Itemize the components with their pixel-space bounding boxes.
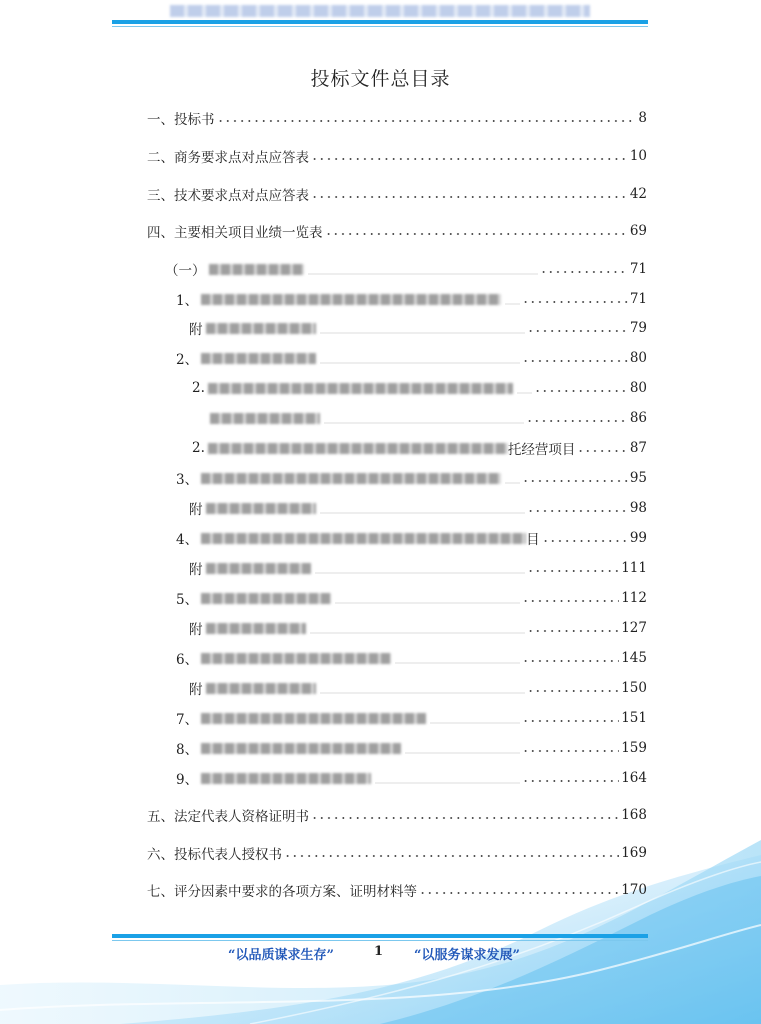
toc-dot-leader	[325, 233, 628, 235]
toc-dot-leader	[577, 450, 627, 452]
toc-entry-label: 附	[189, 682, 203, 698]
toc-entry-label: 附	[189, 622, 203, 638]
toc-entry[interactable]	[189, 318, 647, 338]
toc-entry[interactable]	[176, 708, 647, 728]
toc-dot-leader	[522, 750, 619, 752]
toc-entry[interactable]	[176, 468, 647, 488]
toc-entry-redacted-text	[206, 503, 316, 514]
toc-entry-page-number: 164	[621, 770, 647, 786]
toc-entry[interactable]	[147, 880, 647, 900]
toc-entry[interactable]	[176, 768, 647, 788]
toc-entry-label: 1、	[176, 293, 199, 309]
toc-dot-leader	[527, 330, 628, 332]
toc-entry[interactable]	[176, 588, 647, 608]
toc-entry[interactable]	[176, 648, 647, 668]
toc-entry[interactable]	[189, 498, 647, 518]
toc-entry-underline	[315, 572, 525, 574]
toc-entry-page-number: 159	[621, 740, 647, 756]
toc-entry-label: 3、	[176, 472, 199, 488]
toc-entry-page-number: 169	[621, 845, 647, 861]
toc-entry[interactable]	[189, 678, 647, 698]
toc-dot-leader	[527, 630, 620, 632]
toc-entry-page-number: 98	[629, 500, 647, 516]
page-title: 投标文件总目录	[310, 68, 451, 90]
toc-entry-underline	[320, 692, 525, 694]
toc-entry-page-number: 95	[629, 470, 647, 486]
toc-dot-leader	[542, 540, 628, 542]
toc-entry-underline	[335, 602, 520, 604]
toc-entry-underline	[517, 392, 532, 394]
toc-entry-page-number: 10	[629, 148, 647, 164]
toc-dot-leader	[311, 196, 628, 198]
toc-entry-redacted-text	[201, 653, 391, 664]
toc-entry-underline	[320, 362, 520, 364]
toc-entry-label: 附	[189, 562, 203, 578]
toc-entry-label: 6、	[176, 652, 199, 668]
toc-entry-label: 2.	[192, 380, 205, 396]
toc-entry-redacted-text	[210, 413, 320, 424]
toc-entry-page-number: 112	[621, 590, 647, 606]
toc-dot-leader	[527, 690, 620, 692]
toc-entry-page-number: 87	[629, 440, 647, 456]
toc-dot-leader	[522, 600, 619, 602]
toc-entry-page-number: 168	[621, 807, 647, 823]
toc-entry-label: 六、投标代表人授权书	[147, 847, 282, 863]
toc-entry-redacted-text	[201, 533, 526, 544]
toc-dot-leader	[522, 780, 619, 782]
toc-entry-label: 二、商务要求点对点应答表	[147, 150, 309, 166]
toc-entry-page-number: 99	[629, 530, 647, 546]
toc-entry-page-number: 80	[629, 350, 647, 366]
toc-dot-leader	[540, 271, 628, 273]
toc-entry[interactable]	[207, 408, 647, 428]
toc-dot-leader	[522, 720, 619, 722]
footer-page-number: 1	[374, 944, 384, 959]
toc-entry-redacted-text	[201, 294, 501, 305]
toc-entry-redacted-text	[208, 383, 513, 394]
toc-entry[interactable]	[147, 108, 647, 128]
toc-entry-label: 五、法定代表人资格证明书	[147, 809, 309, 825]
toc-entry-redacted-text	[208, 443, 508, 454]
toc-entry-underline	[320, 332, 525, 334]
toc-entry[interactable]	[176, 289, 647, 309]
toc-entry[interactable]	[176, 738, 647, 758]
toc-dot-leader	[419, 892, 619, 894]
toc-dot-leader	[522, 480, 628, 482]
toc-entry[interactable]	[192, 438, 647, 458]
toc-entry-page-number: 150	[621, 680, 647, 696]
toc-entry[interactable]	[176, 528, 647, 548]
toc-entry-label: 附	[189, 322, 203, 338]
footer-slogan-right: “以服务谋求发展”	[414, 948, 520, 963]
toc-dot-leader	[522, 301, 628, 303]
toc-entry-label: 四、主要相关项目业绩一览表	[147, 225, 323, 241]
toc-entry-redacted-text	[206, 323, 316, 334]
footer-rule-thin	[112, 940, 648, 941]
toc-entry-label: 7、	[176, 712, 199, 728]
toc-entry[interactable]	[192, 378, 647, 398]
toc-entry[interactable]	[165, 259, 647, 279]
toc-dot-leader	[527, 570, 620, 572]
toc-dot-leader	[217, 120, 637, 122]
toc-entry-underline	[375, 782, 520, 784]
toc-entry-page-number: 145	[621, 650, 647, 666]
toc-entry-underline	[395, 662, 520, 664]
toc-entry-page-number: 80	[629, 380, 647, 396]
page-footer	[0, 944, 761, 964]
toc-entry-underline	[405, 752, 520, 754]
toc-entry-underline	[320, 512, 525, 514]
toc-entry-page-number: 151	[621, 710, 647, 726]
toc-entry-redacted-text	[201, 743, 401, 754]
toc-entry-page-number: 111	[621, 560, 647, 576]
footer-slogan-left: “以品质谋求生存”	[228, 948, 334, 963]
toc-dot-leader	[534, 390, 628, 392]
toc-entry-label: （一）	[165, 263, 206, 279]
toc-entry-label: 2、	[176, 352, 199, 368]
toc-entry-underline	[310, 632, 525, 634]
toc-dot-leader	[527, 510, 628, 512]
toc-dot-leader	[311, 158, 628, 160]
toc-entry-label: 5、	[176, 592, 199, 608]
toc-entry[interactable]	[147, 805, 647, 825]
toc-entry-label: 七、评分因素中要求的各项方案、证明材料等	[147, 884, 417, 900]
toc-entry-redacted-text	[206, 623, 306, 634]
toc-entry[interactable]	[147, 184, 647, 204]
toc-entry-redacted-text	[201, 773, 371, 784]
toc-dot-leader	[522, 360, 628, 362]
toc-entry-underline	[308, 273, 538, 275]
toc-entry-label: 一、投标书	[147, 112, 215, 128]
toc-entry-redacted-text	[206, 683, 316, 694]
toc-entry-label: 9、	[176, 772, 199, 788]
toc-entry-underline	[324, 422, 524, 424]
toc-dot-leader	[522, 660, 619, 662]
toc-entry-page-number: 8	[638, 110, 647, 126]
toc-entry-page-number: 42	[629, 186, 647, 202]
toc-entry-redacted-text	[209, 264, 304, 275]
toc-entry-page-number: 170	[621, 882, 647, 898]
toc-entry[interactable]	[176, 348, 647, 368]
toc-entry-redacted-text	[201, 473, 501, 484]
toc-entry-underline	[505, 482, 520, 484]
toc-entry-page-number: 69	[629, 223, 647, 239]
toc-dot-leader	[526, 420, 628, 422]
toc-entry-redacted-text	[201, 713, 426, 724]
toc-entry-redacted-text	[201, 353, 316, 364]
toc-entry-page-number: 71	[629, 291, 647, 307]
toc-entry-page-number: 71	[629, 261, 647, 277]
toc-entry[interactable]	[189, 618, 647, 638]
toc-entry-label: 2.	[192, 440, 205, 456]
toc-entry-page-number: 127	[621, 620, 647, 636]
toc-entry-label-tail: 托经营项目	[507, 442, 576, 458]
toc-entry-page-number: 79	[629, 320, 647, 336]
toc-entry[interactable]	[147, 843, 647, 863]
toc-entry-label: 三、技术要求点对点应答表	[147, 188, 309, 204]
footer-rule	[112, 934, 648, 938]
toc-entry-underline	[505, 303, 520, 305]
toc-entry[interactable]	[147, 146, 647, 166]
toc-entry-label: 8、	[176, 742, 199, 758]
toc-entry-redacted-text	[206, 563, 311, 574]
toc-entry-redacted-text	[201, 593, 331, 604]
toc-entry-label-tail: 目	[526, 532, 540, 548]
toc-entry[interactable]	[147, 221, 647, 241]
toc-dot-leader	[311, 817, 619, 819]
toc-entry-page-number: 86	[629, 410, 647, 426]
toc-entry[interactable]	[189, 558, 647, 578]
toc-entry-underline	[430, 722, 520, 724]
toc-entry-label: 附	[189, 502, 203, 518]
toc-entry-label: 4、	[176, 532, 199, 548]
toc-dot-leader	[284, 855, 619, 857]
